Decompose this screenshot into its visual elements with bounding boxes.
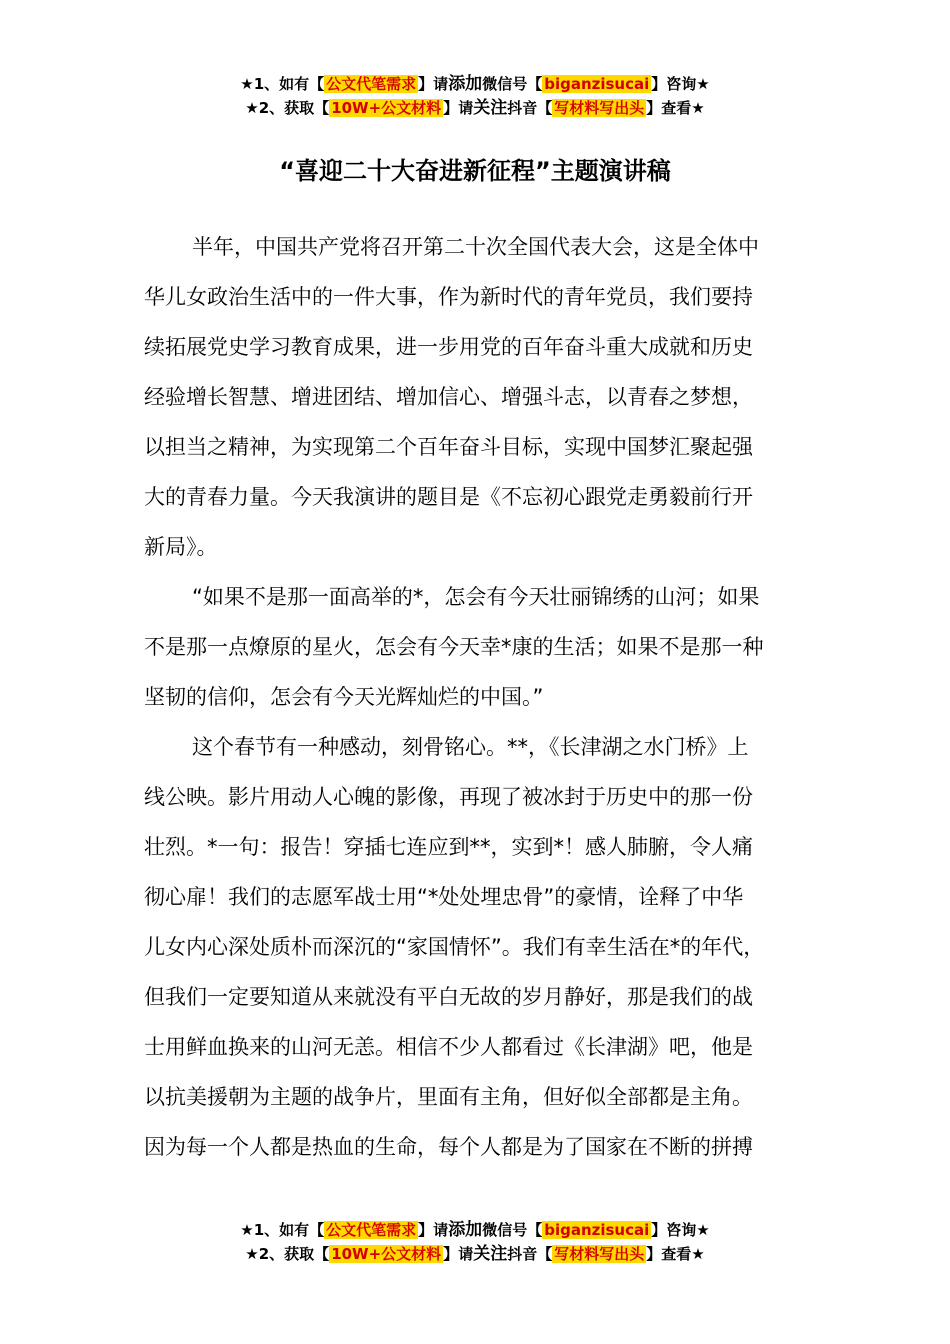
highlight-materials: 10W+公文材料 xyxy=(331,1245,442,1263)
text-line: 华儿女政治生活中的一件大事，作为新时代的青年党员，我们要持 xyxy=(144,285,753,309)
banner-text: 】咨询★ xyxy=(651,75,710,93)
paragraph-2 xyxy=(144,572,834,722)
paragraph-3 xyxy=(144,722,834,1172)
banner-text: 微信号【 xyxy=(482,75,543,93)
text-line: 因为每一个人都是热血的生命，每个人都是为了国家在不断的拼搏 xyxy=(144,1135,753,1159)
highlight-wechat-id: biganzisucai xyxy=(544,75,650,93)
banner-text: ★1、如有【 xyxy=(240,1221,325,1239)
text-line: 线公映。影片用动人心魄的影像，再现了被冰封于历史中的那一份 xyxy=(144,785,753,809)
text-line: 这个春节有一种感动，刻骨铭心。**，《长津湖之水门桥》上 xyxy=(192,735,749,759)
banner-text: ★2、获取【 xyxy=(245,99,330,117)
banner-text: 微信号【 xyxy=(482,1221,543,1239)
banner-text: 】请 xyxy=(418,1221,449,1239)
text-line: 彻心扉！我们的志愿军战士用“*处处埋忠骨”的豪情，诠释了中华 xyxy=(144,885,744,909)
text-line: 大的青春力量。今天我演讲的题目是《不忘初心跟党走勇毅前行开 xyxy=(144,485,753,509)
text-line: 经验增长智慧、增进团结、增加信心、增强斗志，以青春之梦想， xyxy=(144,385,753,409)
header-banner xyxy=(0,72,950,120)
banner-line-1 xyxy=(0,1218,950,1242)
text-line: 续拓展党史学习教育成果，进一步用党的百年奋斗重大成就和历史 xyxy=(144,335,753,359)
highlight-wechat-id: biganzisucai xyxy=(544,1221,650,1239)
banner-emphasis: 添加 xyxy=(448,74,483,94)
document-title: “喜迎二十大奋进新征程”主题演讲稿 xyxy=(279,157,671,185)
banner-emphasis: 关注 xyxy=(473,98,508,118)
text-line: 壮烈。*一句：报告！穿插七连应到**，实到*！感人肺腑，令人痛 xyxy=(144,835,753,859)
banner-line-2 xyxy=(0,96,950,120)
text-line: “如果不是那一面高举的*，怎会有今天壮丽锦绣的山河；如果 xyxy=(192,585,760,609)
highlight-douyin-id: 写材料写出头 xyxy=(554,99,645,117)
banner-line-2 xyxy=(0,1242,950,1266)
banner-text: 抖音【 xyxy=(507,99,553,117)
banner-text: 抖音【 xyxy=(507,1245,553,1263)
banner-text: ★2、获取【 xyxy=(245,1245,330,1263)
text-line: 以担当之精神，为实现第二个百年奋斗目标，实现中国梦汇聚起强 xyxy=(144,435,753,459)
text-line: 士用鲜血换来的山河无恙。相信不少人都看过《长津湖》吧，他是 xyxy=(144,1035,753,1059)
banner-line-1 xyxy=(0,72,950,96)
banner-text: 】查看★ xyxy=(646,1245,705,1263)
text-line: 但我们一定要知道从来就没有平白无故的岁月静好，那是我们的战 xyxy=(144,985,753,1009)
banner-emphasis: 关注 xyxy=(473,1244,508,1264)
text-line: 半年，中国共产党将召开第二十次全国代表大会，这是全体中 xyxy=(192,235,759,259)
document-body xyxy=(144,222,834,1172)
highlight-materials: 10W+公文材料 xyxy=(331,99,442,117)
banner-text: 】咨询★ xyxy=(651,1221,710,1239)
banner-emphasis: 添加 xyxy=(448,1220,483,1240)
highlight-service: 公文代笔需求 xyxy=(326,1221,417,1239)
banner-text: 】请 xyxy=(418,75,449,93)
highlight-service: 公文代笔需求 xyxy=(326,75,417,93)
paragraph-1 xyxy=(144,222,834,572)
banner-text: 】查看★ xyxy=(646,99,705,117)
banner-text: 】请 xyxy=(443,1245,474,1263)
text-line: 不是那一点燎原的星火，怎会有今天幸*康的生活；如果不是那一种 xyxy=(144,635,764,659)
text-line: 新局》。 xyxy=(144,535,218,559)
text-line: 以抗美援朝为主题的战争片，里面有主角，但好似全部都是主角。 xyxy=(144,1085,753,1109)
footer-banner xyxy=(0,1218,950,1266)
highlight-douyin-id: 写材料写出头 xyxy=(554,1245,645,1263)
text-line: 儿女内心深处质朴而深沉的“家国情怀”。我们有幸生活在*的年代， xyxy=(144,935,765,959)
banner-text: ★1、如有【 xyxy=(240,75,325,93)
text-line: 坚韧的信仰，怎会有今天光辉灿烂的中国。” xyxy=(144,685,544,709)
banner-text: 】请 xyxy=(443,99,474,117)
